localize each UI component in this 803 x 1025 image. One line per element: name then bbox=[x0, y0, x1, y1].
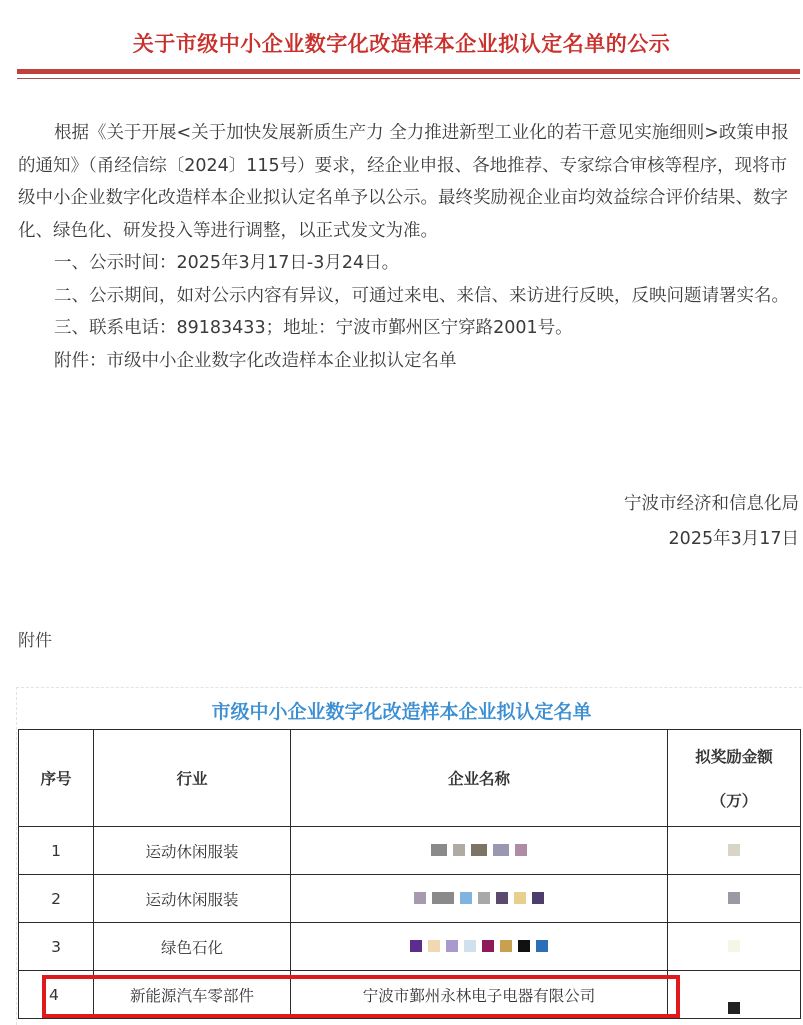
cell-reward-redacted bbox=[668, 875, 801, 923]
signature-date: 2025年3月17日 bbox=[668, 529, 799, 549]
mosaic-redaction bbox=[431, 844, 527, 856]
cell-industry: 新能源汽车零部件 bbox=[94, 971, 291, 1019]
cell-index: 2 bbox=[19, 875, 94, 923]
mosaic-redaction bbox=[414, 892, 544, 904]
header-reward-unit: （万） bbox=[710, 792, 758, 810]
table-row-highlighted bbox=[19, 971, 801, 1019]
header-company: 企业名称 bbox=[291, 730, 668, 827]
cell-company: 宁波市鄞州永林电子电器有限公司 bbox=[291, 971, 668, 1019]
cell-index: 3 bbox=[19, 923, 94, 971]
paragraph-contact: 三、联系电话：89183433；地址：宁波市鄞州区宁穿路2001号。 bbox=[54, 318, 573, 338]
paragraph-objection: 二、公示期间，如对公示内容有异议，可通过来电、来信、来访进行反映，反映问题请署实名。 bbox=[54, 285, 789, 306]
table-row bbox=[19, 875, 801, 923]
cell-company-redacted bbox=[291, 875, 668, 923]
paragraph-period: 一、公示时间：2025年3月17日-3月24日。 bbox=[54, 253, 400, 273]
header-reward bbox=[668, 730, 801, 827]
cell-industry: 绿色石化 bbox=[94, 923, 291, 971]
cell-reward-redacted bbox=[668, 827, 801, 875]
signature-org: 宁波市经济和信息化局 bbox=[624, 494, 799, 514]
paragraph-intro: 根据《关于开展<关于加快发展新质生产力 全力推进新型工业化的若干意见实施细则>政策申报的通知》（甬经信综〔2024〕115号）要求，经企业申报、各地推荐、专家综合审核等程序，现将市级中小企业数字化改造样本企业拟认定名单予以公示。最终奖励视企业亩均效益综合评价结果、数字化、绿色化、研发投入等进行调整，以正式发文为准。 bbox=[18, 123, 789, 241]
title-divider-thin bbox=[17, 78, 800, 79]
header-industry: 行业 bbox=[94, 730, 291, 827]
cell-company-redacted bbox=[291, 827, 668, 875]
enterprise-list-table bbox=[18, 729, 801, 1019]
cell-company-redacted bbox=[291, 923, 668, 971]
mosaic-redaction bbox=[410, 940, 548, 952]
document-title: 关于市级中小企业数字化改造样本企业拟认定名单的公示 bbox=[132, 32, 671, 56]
table-row bbox=[19, 827, 801, 875]
mosaic-redaction bbox=[728, 940, 740, 952]
cell-index: 1 bbox=[19, 827, 94, 875]
table-title: 市级中小企业数字化改造样本企业拟认定名单 bbox=[211, 701, 592, 723]
document-body bbox=[18, 117, 801, 377]
cell-reward-redacted bbox=[668, 971, 801, 1019]
cell-industry: 运动休闲服装 bbox=[94, 827, 291, 875]
cell-reward-redacted bbox=[668, 923, 801, 971]
cell-index: 4 bbox=[19, 971, 94, 1019]
header-index: 序号 bbox=[19, 730, 94, 827]
mosaic-redaction bbox=[728, 892, 740, 904]
header-reward-label: 拟奖励金额 bbox=[695, 748, 773, 766]
mosaic-redaction bbox=[728, 1002, 740, 1014]
paragraph-attachment: 附件：市级中小企业数字化改造样本企业拟认定名单 bbox=[54, 350, 457, 371]
title-divider-thick bbox=[17, 69, 800, 74]
table-header-row bbox=[19, 730, 801, 827]
table-row bbox=[19, 923, 801, 971]
attachment-label: 附件 bbox=[18, 631, 52, 651]
mosaic-redaction bbox=[728, 844, 740, 856]
cell-industry: 运动休闲服装 bbox=[94, 875, 291, 923]
